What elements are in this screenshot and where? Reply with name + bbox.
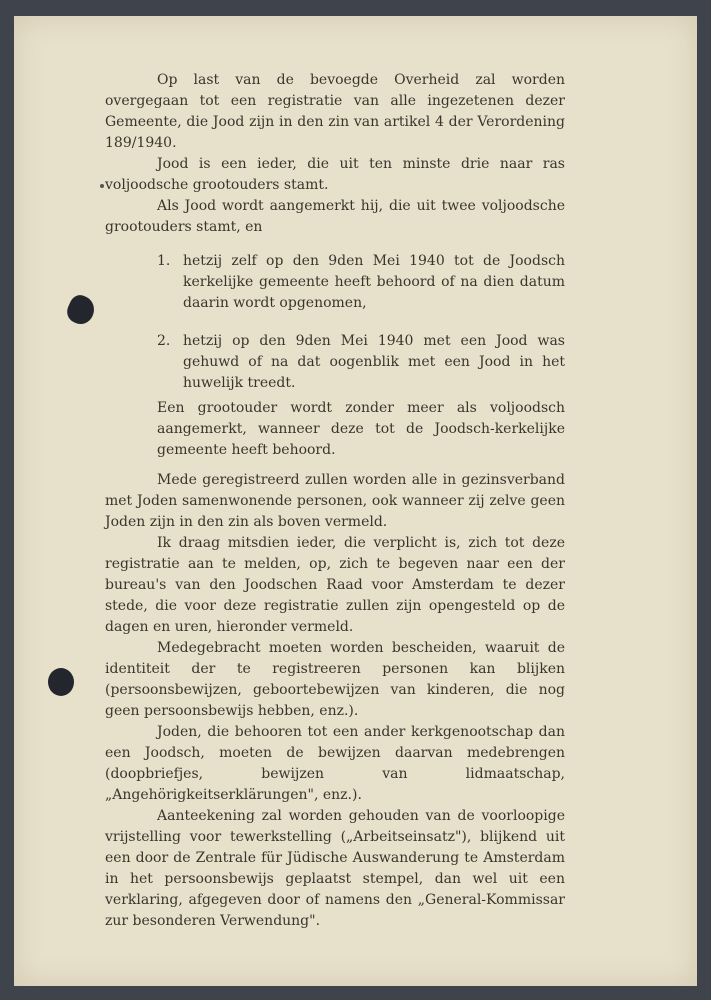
paragraph: Aanteekening zal worden gehouden van de voorloopige vrijstelling voor tewerkstelling („Arbeitseinsatz"), blijkend uit een door de Zentrale für Jüdische Auswanderung te Amsterdam in het persoonsbewijs geplaatst stempel, dan wel uit een verklaring, afgegeven door of namens den „General-Kommissar zur besonderen Verwendung". xyxy=(105,808,565,929)
list-number: 2. xyxy=(157,333,171,349)
paragraph: Joden, die behooren tot een ander kerkgenootschap dan een Joodsch, moeten de bewijzen daarvan medebrengen (doopbriefjes, bewijzen van lidmaatschap, „Angehörigkeitserklärungen", enz.). xyxy=(105,724,565,803)
list-text: hetzij op den 9den Mei 1940 met een Jood was gehuwd of na dat oogenblik met een Jood in het huwelijk treedt. xyxy=(183,333,565,391)
list-item xyxy=(105,251,565,314)
paragraph: Een grootouder wordt zonder meer als voljoodsch aangemerkt, wanneer deze tot de Joodsch-kerkelijke gemeente heeft behoord. xyxy=(157,400,565,458)
paragraph: Mede geregistreerd zullen worden alle in gezinsverband met Joden samenwonende personen, ook wanneer zij zelve geen Joden zijn in den zin als boven vermeld. xyxy=(105,472,565,530)
punch-hole xyxy=(48,668,74,696)
list-text: hetzij zelf op den 9den Mei 1940 tot de Joodsch kerkelijke gemeente heeft behoord of na dien datum daarin wordt opgenomen, xyxy=(183,253,565,311)
paragraph: Medegebracht moeten worden bescheiden, waaruit de identiteit der te registreeren personen kan blijken (persoonsbewijzen, geboortebewijzen van kinderen, die nog geen persoonsbewijs hebben, enz.). xyxy=(105,640,565,719)
paragraph: Ik draag mitsdien ieder, die verplicht is, zich tot deze registratie aan te melden, op, zich te begeven naar een der bureau's van den Joodschen Raad voor Amsterdam te dezer stede, die voor deze registratie zullen zijn opengesteld op de dagen en uren, hieronder vermeld. xyxy=(105,535,565,635)
paragraph: Jood is een ieder, die uit ten minste drie naar ras voljoodsche grootouders stamt. xyxy=(105,156,565,193)
paragraph: Op last van de bevoegde Overheid zal worden overgegaan tot een registratie van alle ingezetenen dezer Gemeente, die Jood zijn in den zin van artikel 4 der Verordening 189/1940. xyxy=(105,72,565,151)
document-body xyxy=(105,70,565,932)
list-item xyxy=(105,331,565,394)
list-number: 1. xyxy=(157,253,171,269)
ink-dot xyxy=(100,184,104,188)
paragraph: Als Jood wordt aangemerkt hij, die uit twee voljoodsche grootouders stamt, en xyxy=(105,198,565,235)
punch-hole xyxy=(63,292,98,328)
